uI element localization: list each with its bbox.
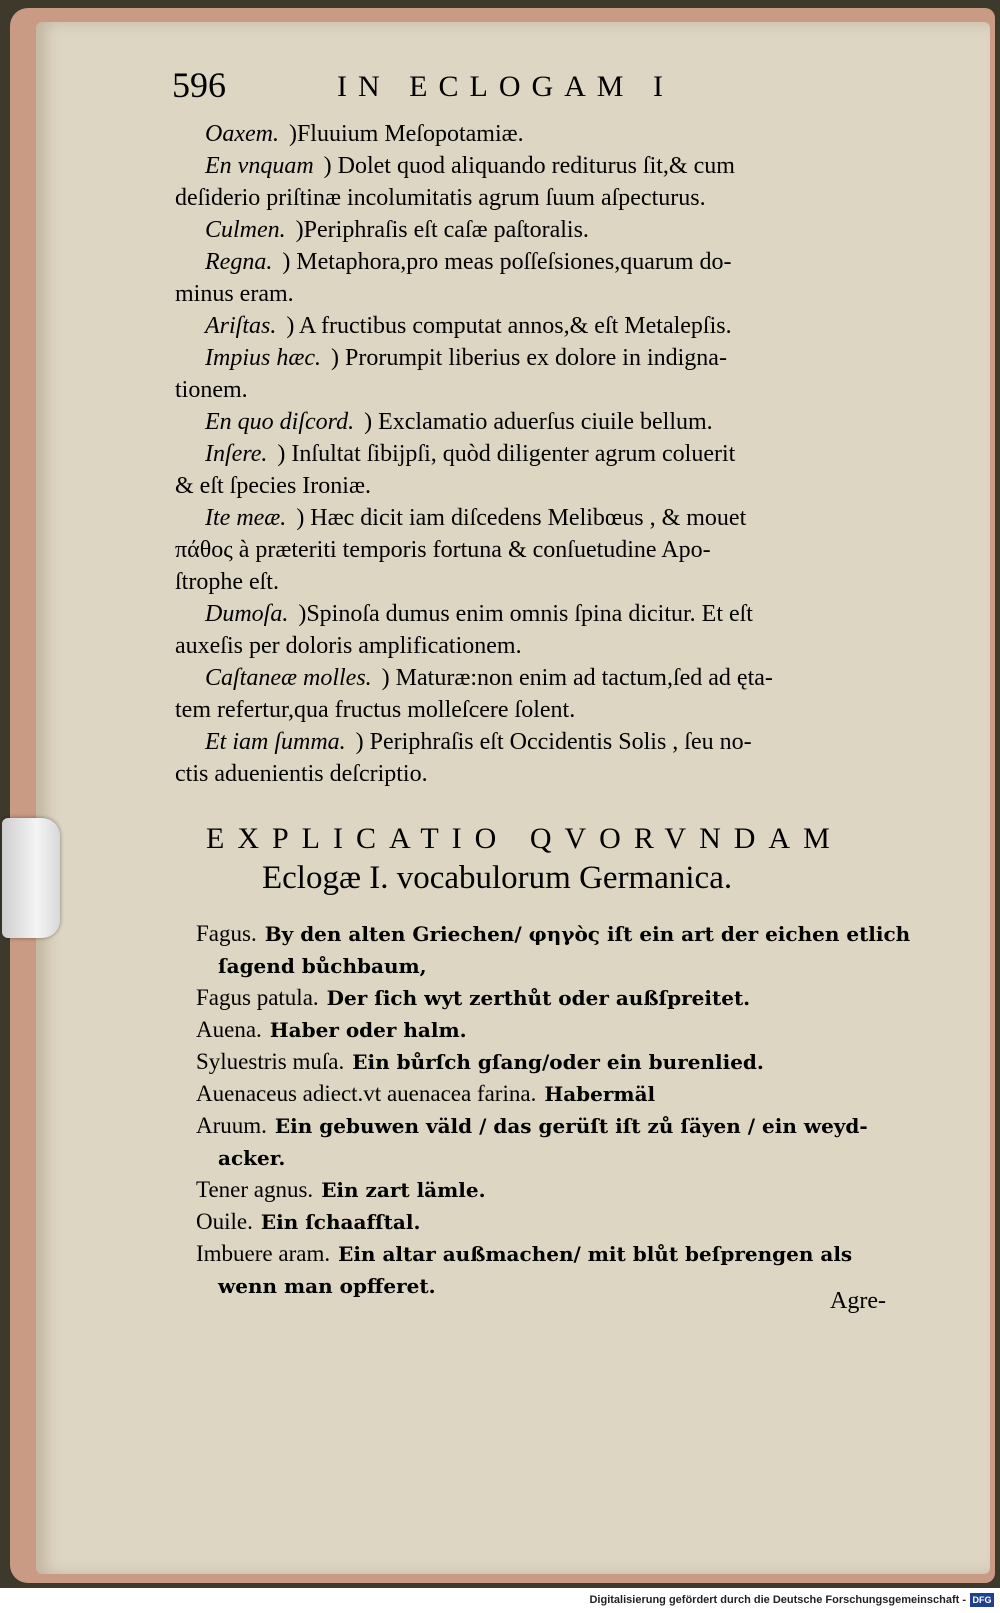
glossary-entry <box>196 1078 936 1110</box>
commentary-text: minus eram. <box>175 281 294 307</box>
lemma: Oaxem. <box>205 121 279 147</box>
german-gloss: Ein zart lämle. <box>321 1178 486 1202</box>
latin-term: Aruum. <box>196 1113 267 1138</box>
glossary-entry <box>196 1046 936 1078</box>
page-clip <box>2 818 60 938</box>
lemma: Impius hæc. <box>205 345 321 371</box>
latin-term: Fagus. <box>196 921 257 946</box>
commentary-text: ſtrophe eſt. <box>175 569 279 595</box>
german-gloss: Ein altar außmachen/ mit blůt beſprengen als <box>338 1242 853 1266</box>
commentary-text: ) Maturæ:non enim ad tactum,ſed ad ęta- <box>381 665 773 691</box>
lemma: Inſere. <box>205 441 268 467</box>
commentary-text: πάθος à præteriti temporis fortuna & conſuetudine Apo- <box>175 537 711 563</box>
page-header <box>172 64 960 114</box>
german-gloss: Der ſich wyt zerthůt oder außſpreitet. <box>326 986 751 1010</box>
commentary-line <box>175 374 935 406</box>
german-gloss: Habermäl <box>544 1082 656 1106</box>
commentary-text: deſiderio priſtinæ incolumitatis agrum ſuum aſpecturus. <box>175 185 706 211</box>
commentary-text: & eſt ſpecies Ironiæ. <box>175 473 371 499</box>
commentary-line <box>175 662 935 694</box>
latin-term: Auena. <box>196 1017 262 1042</box>
commentary-line <box>175 182 935 214</box>
footer-bar <box>0 1588 1000 1613</box>
glossary-block <box>196 918 936 1302</box>
commentary-line <box>175 118 935 150</box>
lemma: Culmen. <box>205 217 286 243</box>
commentary-line <box>175 406 935 438</box>
commentary-text: )Fluuium Meſopotamiæ. <box>288 121 524 147</box>
commentary-text: ) Inſultat ſibijpſi, quòd diligenter agrum coluerit <box>277 441 736 467</box>
german-gloss: wenn man opfferet. <box>218 1274 436 1298</box>
commentary-line <box>175 566 935 598</box>
commentary-block <box>175 118 935 790</box>
commentary-text: ) Hæc dicit iam diſcedens Melibœus , & mouet <box>296 505 747 531</box>
lemma: Et iam ſumma. <box>205 729 346 755</box>
latin-term: Imbuere aram. <box>196 1241 331 1266</box>
lemma: Caſtaneæ molles. <box>205 665 372 691</box>
glossary-entry <box>196 950 936 982</box>
glossary-entry <box>196 1270 936 1302</box>
commentary-text: tem refertur,qua fructus molleſcere ſolent. <box>175 697 576 723</box>
glossary-entry <box>196 1206 936 1238</box>
glossary-entry <box>196 918 936 950</box>
commentary-text: ) Periphraſis eſt Occidentis Solis , ſeu no- <box>355 729 752 755</box>
commentary-line <box>175 694 935 726</box>
german-gloss: acker. <box>218 1146 286 1170</box>
latin-term: Tener agnus. <box>196 1177 314 1202</box>
glossary-entry <box>196 1174 936 1206</box>
german-gloss: ſagend bůchbaum, <box>218 954 427 978</box>
lemma: Dumoſa. <box>205 601 289 627</box>
lemma: Ariſtas. <box>205 313 277 339</box>
commentary-line <box>175 598 935 630</box>
commentary-line <box>175 502 935 534</box>
lemma: En vnquam <box>205 153 314 179</box>
commentary-text: )Spinoſa dumus enim omnis ſpina dicitur. Et eſt <box>298 601 753 627</box>
commentary-line <box>175 310 935 342</box>
commentary-line <box>175 246 935 278</box>
german-gloss: Ein gebuwen väld / das gerüſt iſt zů ſäyen / ein weyd- <box>274 1114 868 1138</box>
latin-term: Fagus patula. <box>196 985 319 1010</box>
lemma: Regna. <box>205 249 273 275</box>
german-gloss: Ein ſchaafſtal. <box>260 1210 421 1234</box>
commentary-line <box>175 630 935 662</box>
commentary-text: ) Prorumpit liberius ex dolore in indigna- <box>331 345 727 371</box>
glossary-entry <box>196 1110 936 1142</box>
page-number: 596 <box>172 65 226 105</box>
commentary-text: auxeſis per doloris amplificationem. <box>175 633 522 659</box>
commentary-text: ) A fructibus computat annos,& eſt Metalepſis. <box>286 313 732 339</box>
dfg-logo-icon: DFG <box>970 1593 994 1607</box>
commentary-line <box>175 758 935 790</box>
glossary-entry <box>196 1014 936 1046</box>
footer-credit: Digitalisierung gefördert durch die Deutsche Forschungsgemeinschaft - <box>589 1594 966 1606</box>
commentary-line <box>175 726 935 758</box>
commentary-line <box>175 278 935 310</box>
commentary-text: )Periphraſis eſt caſæ paſtoralis. <box>295 217 589 243</box>
commentary-line <box>175 534 935 566</box>
latin-term: Ouile. <box>196 1209 253 1234</box>
commentary-line <box>175 342 935 374</box>
commentary-line <box>175 470 935 502</box>
commentary-text: ) Metaphora,pro meas poſſeſsiones,quarum do- <box>282 249 732 275</box>
glossary-entry <box>196 982 936 1014</box>
section-subtitle: Eclogæ I. vocabulorum Germanica. <box>262 860 733 896</box>
german-gloss: Ein bůrſch gſang/oder ein burenlied. <box>352 1050 764 1074</box>
glossary-entry <box>196 1238 936 1270</box>
lemma: En quo diſcord. <box>205 409 355 435</box>
running-head: IN ECLOGAM I <box>337 70 674 103</box>
section-title: EXPLICATIO QVORVNDAM <box>206 822 843 855</box>
commentary-text: tionem. <box>175 377 248 403</box>
latin-term: Syluestris muſa. <box>196 1049 345 1074</box>
lemma: Ite meæ. <box>205 505 287 531</box>
commentary-text: ) Dolet quod aliquando rediturus ſit,& cum <box>323 153 735 179</box>
commentary-line <box>175 150 935 182</box>
german-gloss: By den alten Griechen/ φηγὸς iſt ein art der eichen etlich <box>264 922 911 946</box>
latin-term: Auenaceus adiect.vt auenacea farina. <box>196 1081 537 1106</box>
commentary-line <box>175 438 935 470</box>
commentary-text: ctis aduenientis deſcriptio. <box>175 761 428 787</box>
glossary-entry <box>196 1142 936 1174</box>
catchword: Agre- <box>830 1288 886 1314</box>
commentary-line <box>175 214 935 246</box>
german-gloss: Haber oder halm. <box>269 1018 467 1042</box>
commentary-text: ) Exclamatio aduerſus ciuile bellum. <box>364 409 713 435</box>
